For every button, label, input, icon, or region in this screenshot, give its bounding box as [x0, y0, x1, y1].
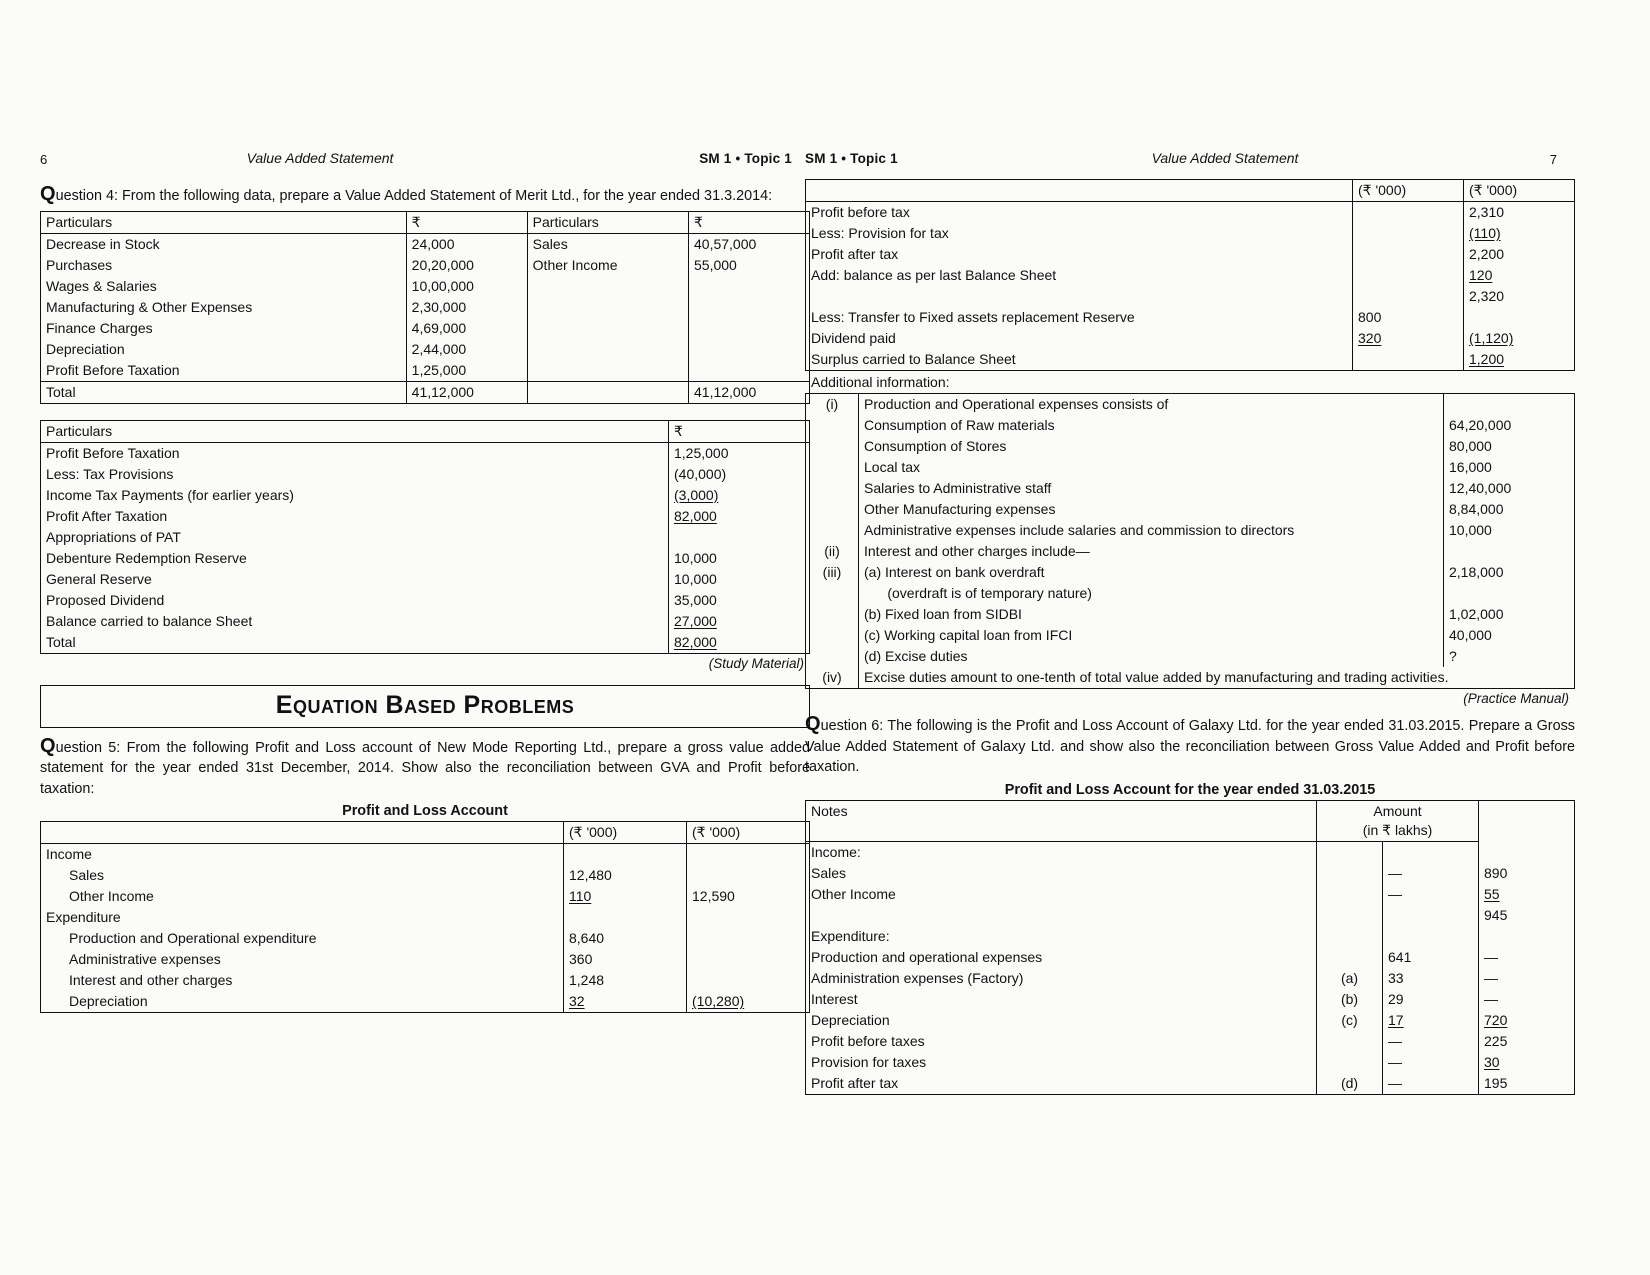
col-blank [806, 180, 1353, 202]
cell-particular: Other Income [527, 255, 688, 276]
table-row [806, 415, 1575, 436]
col-amount-1: ₹ [406, 211, 527, 233]
cell-description: Interest and other charges include— [859, 541, 1444, 562]
cell-amount [564, 844, 687, 866]
col-particulars: Particulars [41, 420, 669, 442]
table-row [806, 202, 1575, 224]
cell-amount-2: 30 [1479, 1052, 1575, 1073]
cell-particular: Interest [806, 989, 1317, 1010]
cell-amount [1464, 307, 1575, 328]
cell-particular: Dividend paid [806, 328, 1353, 349]
cell-amount-1: 17 [1383, 1010, 1479, 1031]
cell-amount: 1,25,000 [669, 442, 810, 464]
cell-amount: (1,120) [1464, 328, 1575, 349]
question-6-table-title: Profit and Loss Account for the year ended 31.03.2015 [1004, 781, 1376, 798]
table-row [806, 863, 1575, 884]
cell-amount-1 [1383, 905, 1479, 926]
cell-particular: Profit after tax [806, 244, 1353, 265]
cell-item-number: (i) [806, 394, 859, 542]
cell-amount: 2,200 [1464, 244, 1575, 265]
cell-amount [689, 360, 810, 382]
additional-information-table [805, 393, 1575, 689]
table-row [41, 360, 810, 382]
cell-description: Local tax [859, 457, 1444, 478]
cell-particular: Depreciation [806, 1010, 1317, 1031]
table-row [806, 1010, 1575, 1031]
cell-particular: Finance Charges [41, 318, 407, 339]
cell-amount [1353, 286, 1464, 307]
cell-particular: Administrative expenses [41, 949, 564, 970]
cell-note-ref: (a) [1317, 968, 1383, 989]
col-particulars-1: Particulars [41, 211, 407, 233]
source-practice-manual: (Practice Manual) [1463, 691, 1569, 706]
table-header-row [806, 800, 1575, 821]
cell-amount: 35,000 [669, 590, 810, 611]
question-5-body: uestion 5: From the following Profit and Loss account of New Mode Reporting Ltd., prepare a gross value added statement for the year ended 31st December, 2014. Show also the reconciliation between GVA and Profit before taxation: [40, 739, 810, 797]
left-page-running-head [40, 150, 810, 176]
cell-amount-2: — [1479, 947, 1575, 968]
table-row [806, 1073, 1575, 1095]
table-row [41, 886, 810, 907]
cell-note-ref [1317, 1052, 1383, 1073]
cell-amount [1444, 583, 1575, 604]
table-row [806, 1052, 1575, 1073]
cell-particular: Proposed Dividend [41, 590, 669, 611]
cell-amount: 2,310 [1464, 202, 1575, 224]
table-row [41, 907, 810, 928]
cell-particular: Decrease in Stock [41, 233, 407, 255]
table-row [41, 255, 810, 276]
cell-amount: 24,000 [406, 233, 527, 255]
question-4-body: uestion 4: From the following data, prepare a Value Added Statement of Merit Ltd., for the year ended 31.3.2014: [55, 188, 773, 204]
cell-amount-2: 55 [1479, 884, 1575, 905]
cell-particular [806, 286, 1353, 307]
cell-amount: ? [1444, 646, 1575, 667]
cell-amount: 64,20,000 [1444, 415, 1575, 436]
cell-description: Production and Operational expenses consists of [859, 394, 1444, 416]
cell-particular: General Reserve [41, 569, 669, 590]
table-row [41, 233, 810, 255]
cell-amount: 32 [564, 991, 687, 1013]
cell-particular: Less: Provision for tax [806, 223, 1353, 244]
cell-description: (a) Interest on bank overdraft [859, 562, 1444, 583]
cell-amount [1444, 394, 1575, 416]
cell-amount: 12,40,000 [1444, 478, 1575, 499]
cell-description: Other Manufacturing expenses [859, 499, 1444, 520]
cell-amount: 12,480 [564, 865, 687, 886]
cell-item-number: (ii) [806, 541, 859, 562]
cell-particular [527, 318, 688, 339]
cell-note-ref: (b) [1317, 989, 1383, 1010]
table-row [41, 485, 810, 506]
cell-amount: (10,280) [687, 991, 810, 1013]
table-row [806, 989, 1575, 1010]
cell-amount-2 [1479, 926, 1575, 947]
cell-amount: 20,20,000 [406, 255, 527, 276]
question-6-table [805, 800, 1575, 1095]
table-header-row [806, 180, 1575, 202]
col-amount-header: Amount [1317, 800, 1479, 821]
table-row [806, 625, 1575, 646]
cell-particular [527, 339, 688, 360]
cell-amount: (40,000) [669, 464, 810, 485]
cell-amount-1 [1383, 841, 1479, 863]
cell-particular: Add: balance as per last Balance Sheet [806, 265, 1353, 286]
cell-particular: Profit Before Taxation [41, 360, 407, 382]
running-header-sm-left: SM 1 • Topic 1 [699, 151, 792, 166]
cell-amount [687, 949, 810, 970]
table-row [806, 520, 1575, 541]
table-row [41, 970, 810, 991]
question-5-text [40, 734, 810, 800]
cell-amount: 1,200 [1464, 349, 1575, 371]
section-banner [40, 685, 810, 728]
cell-amount: 110 [564, 886, 687, 907]
table-row [41, 506, 810, 527]
cell-amount: (110) [1464, 223, 1575, 244]
table-row [41, 590, 810, 611]
cell-amount: 27,000 [669, 611, 810, 632]
cell-amount: 80,000 [1444, 436, 1575, 457]
cell-amount: 10,00,000 [406, 276, 527, 297]
cell-total-amount: 41,12,000 [406, 381, 527, 403]
cell-particular: Expenditure: [806, 926, 1317, 947]
cell-particular: Production and operational expenses [806, 947, 1317, 968]
table-row [806, 265, 1575, 286]
cell-particular: Balance carried to balance Sheet [41, 611, 669, 632]
cell-description: (d) Excise duties [859, 646, 1444, 667]
cell-particular [806, 905, 1317, 926]
running-header-sm-right: SM 1 • Topic 1 [805, 151, 898, 166]
cell-amount: 320 [1353, 328, 1464, 349]
cell-particular: Sales [806, 863, 1317, 884]
table-row [806, 583, 1575, 604]
running-title-right: Value Added Statement [1151, 150, 1299, 166]
cell-amount: 2,44,000 [406, 339, 527, 360]
cell-particular [527, 276, 688, 297]
table-row [806, 457, 1575, 478]
table-row [806, 968, 1575, 989]
table-row [41, 318, 810, 339]
cell-item-number: (iii) [806, 562, 859, 667]
cell-amount: 4,69,000 [406, 318, 527, 339]
cell-particular: Less: Tax Provisions [41, 464, 669, 485]
table-total-row [41, 632, 810, 654]
cell-amount: 800 [1353, 307, 1464, 328]
cell-amount: 10,000 [669, 548, 810, 569]
table-row [806, 499, 1575, 520]
cell-description: Excise duties amount to one-tenth of total value added by manufacturing and trading activities. [859, 667, 1575, 689]
cell-amount-2: 720 [1479, 1010, 1575, 1031]
page-number-left: 6 [40, 152, 48, 167]
cell-amount-2: 225 [1479, 1031, 1575, 1052]
cell-amount: 2,30,000 [406, 297, 527, 318]
cell-note-ref [1317, 841, 1383, 863]
cell-amount [1353, 244, 1464, 265]
cell-amount: 2,320 [1464, 286, 1575, 307]
table-row [41, 611, 810, 632]
cell-amount: 120 [1464, 265, 1575, 286]
cell-particular: Sales [41, 865, 564, 886]
table-row [41, 276, 810, 297]
cell-amount [689, 318, 810, 339]
cell-note-ref: (d) [1317, 1073, 1383, 1095]
cell-description: Administrative expenses include salaries and commission to directors [859, 520, 1444, 541]
cell-particular: Income Tax Payments (for earlier years) [41, 485, 669, 506]
cell-particular: Depreciation [41, 339, 407, 360]
question-4-table [40, 211, 810, 404]
question-6-body: uestion 6: The following is the Profit and Loss Account of Galaxy Ltd. for the year ended 31.03.2015. Prepare a Gross Value Added Statement of Galaxy Ltd. and show also the reconciliation between Gross Value Added and Profit before taxation. [805, 718, 1575, 775]
table-total-row [41, 381, 810, 403]
table-header-row [41, 420, 810, 442]
cell-amount: 8,84,000 [1444, 499, 1575, 520]
cell-particular: Surplus carried to Balance Sheet [806, 349, 1353, 371]
cell-amount: 16,000 [1444, 457, 1575, 478]
table-row [41, 991, 810, 1013]
cell-amount: 2,18,000 [1444, 562, 1575, 583]
cell-amount [689, 297, 810, 318]
cell-amount [687, 970, 810, 991]
cell-amount-1: — [1383, 1031, 1479, 1052]
page-number-right: 7 [1549, 152, 1557, 167]
cell-particular: Other Income [41, 886, 564, 907]
cell-note-ref [1317, 863, 1383, 884]
table-row [41, 527, 810, 548]
cell-amount [1353, 349, 1464, 371]
table-row [806, 436, 1575, 457]
cell-particular: Manufacturing & Other Expenses [41, 297, 407, 318]
cell-particular [527, 360, 688, 382]
cell-amount-1: — [1383, 884, 1479, 905]
cell-particular: Profit before tax [806, 202, 1353, 224]
cell-particular: Other Income [806, 884, 1317, 905]
table-row [41, 297, 810, 318]
table-row [806, 244, 1575, 265]
col-amount-2: (₹ '000) [687, 822, 810, 844]
table-row [806, 349, 1575, 371]
cell-total-label: Total [41, 632, 669, 654]
cell-amount-1: 641 [1383, 947, 1479, 968]
col-amount: ₹ [669, 420, 810, 442]
cell-description: Consumption of Raw materials [859, 415, 1444, 436]
cell-total-amount: 41,12,000 [689, 381, 810, 403]
cell-total-label: Total [41, 381, 407, 403]
cell-amount-1: — [1383, 863, 1479, 884]
cell-particular: Interest and other charges [41, 970, 564, 991]
cell-particular: Purchases [41, 255, 407, 276]
cell-amount [687, 907, 810, 928]
table-row [806, 646, 1575, 667]
cell-description: (b) Fixed loan from SIDBI [859, 604, 1444, 625]
table-row [806, 884, 1575, 905]
col-amount-2: ₹ [689, 211, 810, 233]
additional-information-label: Additional information: [811, 374, 950, 390]
right-page [805, 0, 1575, 1275]
table-row [806, 926, 1575, 947]
cell-particular: Administration expenses (Factory) [806, 968, 1317, 989]
table-row [41, 442, 810, 464]
table-row [41, 865, 810, 886]
cell-amount: 10,000 [669, 569, 810, 590]
cell-amount [687, 928, 810, 949]
cell-amount [687, 865, 810, 886]
cell-amount [1353, 265, 1464, 286]
table-header-row [41, 211, 810, 233]
question-6-dropcap: Q [805, 713, 821, 735]
cell-amount: 1,248 [564, 970, 687, 991]
cell-amount-1: — [1383, 1073, 1479, 1095]
table-row [41, 464, 810, 485]
table-row [806, 841, 1575, 863]
right-page-running-head [805, 150, 1575, 176]
table-row [41, 928, 810, 949]
cell-amount: 1,02,000 [1444, 604, 1575, 625]
cell-amount-2: 195 [1479, 1073, 1575, 1095]
cell-amount-2 [1479, 841, 1575, 863]
cell-description: (c) Working capital loan from IFCI [859, 625, 1444, 646]
table-row [806, 478, 1575, 499]
cell-particular: Debenture Redemption Reserve [41, 548, 669, 569]
col-notes: Notes [806, 800, 1317, 841]
table-row [806, 667, 1575, 689]
cell-amount: (3,000) [669, 485, 810, 506]
question-5-dropcap: Q [40, 734, 56, 757]
cell-amount: 8,640 [564, 928, 687, 949]
table-row [806, 562, 1575, 583]
cell-amount-1 [1383, 926, 1479, 947]
cell-total-amount: 82,000 [669, 632, 810, 654]
cell-particular: Production and Operational expenditure [41, 928, 564, 949]
cell-particular: Appropriations of PAT [41, 527, 669, 548]
cell-particular: Income: [806, 841, 1317, 863]
cell-note-ref: (c) [1317, 1010, 1383, 1031]
cell-amount-1: 33 [1383, 968, 1479, 989]
question-6-text [805, 713, 1575, 778]
cell-amount-2: 890 [1479, 863, 1575, 884]
question-5-table [40, 821, 810, 1013]
cell-amount [687, 844, 810, 866]
cell-amount-2: — [1479, 989, 1575, 1010]
cell-particular [527, 297, 688, 318]
left-page [40, 0, 810, 1275]
cell-amount: 360 [564, 949, 687, 970]
cell-particular: Expenditure [41, 907, 564, 928]
cell-description: Consumption of Stores [859, 436, 1444, 457]
question-5-table-title: Profit and Loss Account [342, 803, 508, 819]
cell-note-ref [1317, 926, 1383, 947]
cell-amount [669, 527, 810, 548]
profit-reconciliation-table [805, 179, 1575, 371]
cell-amount [1353, 202, 1464, 224]
cell-amount: 10,000 [1444, 520, 1575, 541]
table-row [806, 286, 1575, 307]
cell-particular: Less: Transfer to Fixed assets replacement Reserve [806, 307, 1353, 328]
section-banner-title: Equation Based Problems [275, 690, 575, 719]
cell-amount-1: — [1383, 1052, 1479, 1073]
table-row [806, 947, 1575, 968]
cell-amount [689, 339, 810, 360]
cell-particular: Depreciation [41, 991, 564, 1013]
table-row [806, 394, 1575, 416]
cell-amount-2: 945 [1479, 905, 1575, 926]
running-title-left: Value Added Statement [246, 150, 394, 166]
cell-amount: 1,25,000 [406, 360, 527, 382]
cell-amount: 55,000 [689, 255, 810, 276]
cell-particular [527, 381, 688, 403]
table-row [41, 548, 810, 569]
cell-amount [1444, 541, 1575, 562]
cell-note-ref [1317, 947, 1383, 968]
cell-description: Salaries to Administrative staff [859, 478, 1444, 499]
table-row [41, 844, 810, 866]
cell-note-ref [1317, 1031, 1383, 1052]
cell-note-ref [1317, 905, 1383, 926]
table-row [806, 307, 1575, 328]
table-row [806, 328, 1575, 349]
table-row [41, 949, 810, 970]
cell-particular: Provision for taxes [806, 1052, 1317, 1073]
table-row [41, 339, 810, 360]
cell-description: (overdraft is of temporary nature) [859, 583, 1444, 604]
col-amount-unit: (in ₹ lakhs) [1317, 821, 1479, 842]
cell-amount: 82,000 [669, 506, 810, 527]
question-4-text [40, 183, 810, 207]
table-row [41, 569, 810, 590]
cell-amount-2: — [1479, 968, 1575, 989]
cell-amount [564, 907, 687, 928]
cell-particular: Profit After Taxation [41, 506, 669, 527]
cell-amount-1: 29 [1383, 989, 1479, 1010]
table-row [806, 604, 1575, 625]
cell-note-ref [1317, 884, 1383, 905]
cell-amount [689, 276, 810, 297]
cell-particular: Profit before taxes [806, 1031, 1317, 1052]
col-amount-1: (₹ '000) [1353, 180, 1464, 202]
table-row [806, 905, 1575, 926]
col-particulars-2: Particulars [527, 211, 688, 233]
question-4-appropriation-table [40, 420, 810, 654]
cell-particular: Sales [527, 233, 688, 255]
cell-amount: 40,57,000 [689, 233, 810, 255]
table-header-row [41, 822, 810, 844]
table-row [806, 541, 1575, 562]
cell-particular: Income [41, 844, 564, 866]
cell-amount: 40,000 [1444, 625, 1575, 646]
col-amount-1: (₹ '000) [564, 822, 687, 844]
col-blank [41, 822, 564, 844]
question-4-dropcap: Q [40, 183, 56, 205]
cell-particular: Wages & Salaries [41, 276, 407, 297]
cell-particular: Profit after tax [806, 1073, 1317, 1095]
cell-amount [1353, 223, 1464, 244]
cell-amount: 12,590 [687, 886, 810, 907]
col-amount-2: (₹ '000) [1464, 180, 1575, 202]
cell-particular: Profit Before Taxation [41, 442, 669, 464]
cell-item-number: (iv) [806, 667, 859, 689]
table-row [806, 223, 1575, 244]
source-study-material: (Study Material) [708, 655, 804, 671]
table-row [806, 1031, 1575, 1052]
